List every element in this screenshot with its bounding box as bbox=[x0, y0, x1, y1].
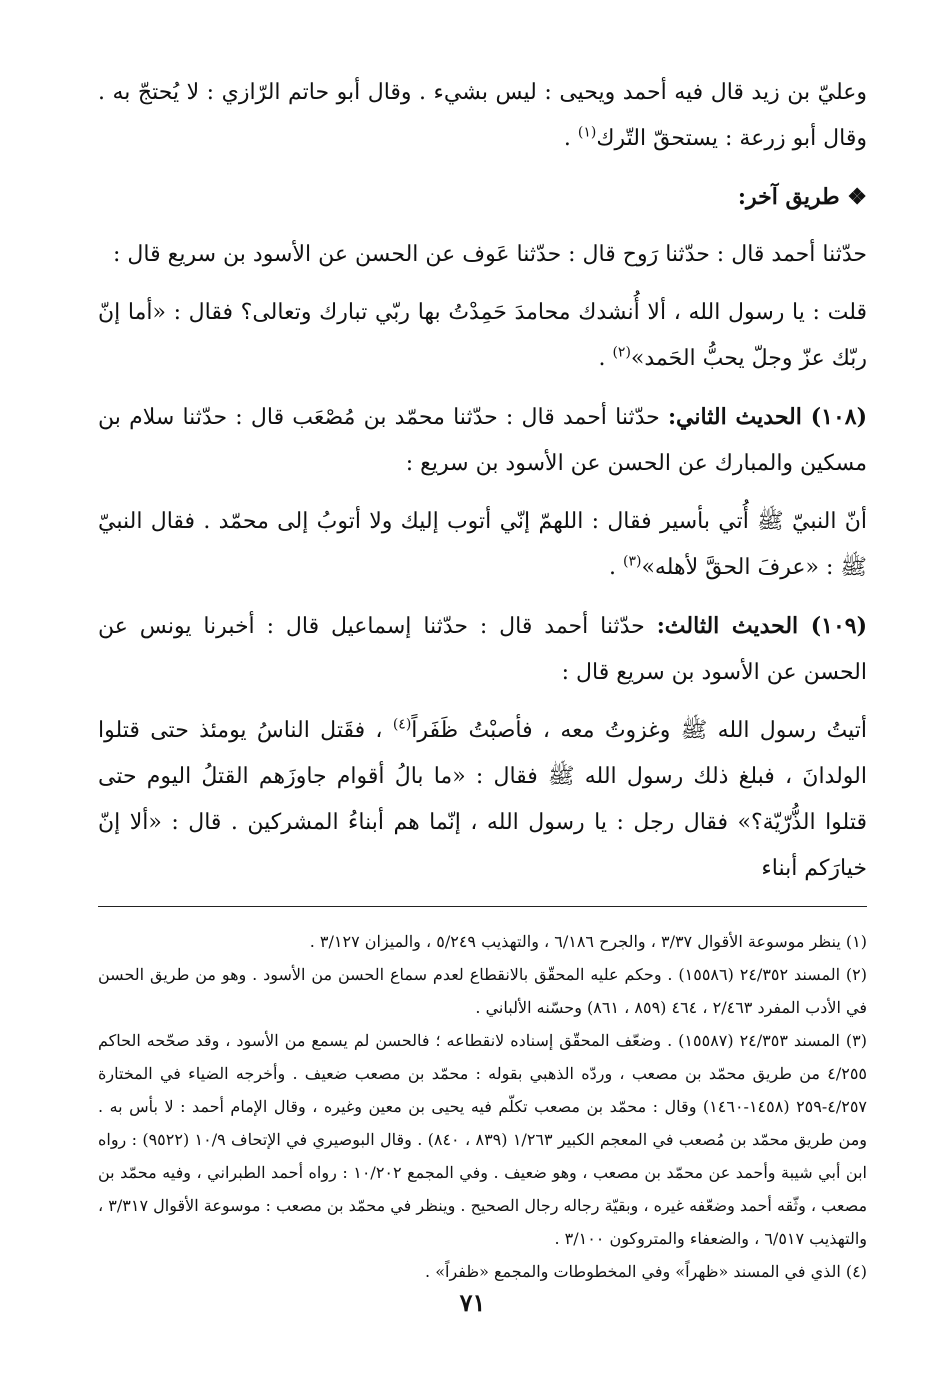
footnote-ref-2: (٢) bbox=[612, 344, 631, 361]
paragraph-5-text: أنّ النبيّ ﷺ أُتي بأسير فقال : اللهمّ إنّي أتوب إليك ولا أتوبُ إلى محمّد . فقال النبيّ ﷺ : «عرفَ الحقَّ لأهله» bbox=[98, 509, 867, 580]
paragraph-3-text: قلت : يا رسول الله ، ألا أُنشدك محامدَ حَمِدْتُ بها ربّي تبارك وتعالى؟ فقال : «أما إنّ ربّك عزّ وجلّ يحبُّ الحَمد» bbox=[98, 300, 867, 371]
footnotes bbox=[98, 925, 867, 1288]
paragraph-1-end: . bbox=[563, 126, 578, 151]
paragraph-2: حدّثنا أحمد قال : حدّثنا رَوح قال : حدّثنا عَوف عن الحسن عن الأسود بن سريع قال : bbox=[113, 242, 867, 267]
paragraph-1-text: وعليّ بن زيد قال فيه أحمد ويحيى : ليس بشيء . وقال أبو حاتم الرّازي : لا يُحتجّ به . وقال أبو زرعة : يستحقّ التّرك bbox=[98, 80, 867, 151]
footnote-3: (٣) المسند ٢٤/٣٥٣ (١٥٥٨٧) . وضعّف المحقّق إسناده لانقطاعه ؛ فالحسن لم يسمع من الأسود ، وقد صحّحه الحاكم ٤/٢٥٥ من طريق محمّد بن مصعب ، وردّه الذهبي بقوله : محمّد بن مصعب ضعيف . وأخرجه الضياء في المختارة ٤/٢٥٧-٢٥٩ (١٤٥٨-١٤٦٠) وقال : محمّد بن مصعب تكلّم فيه يحيى بن معين وغيره ، وقال الإمام أحمد : لا بأس به . ومن طريق محمّد بن مُصعب في المعجم الكبير ١/٢٦٣ (٨٣٩ ، ٨٤٠) . وقال البوصيري في الإتحاف ١٠/٩ (٩٥٢٢) : رواه ابن أبي شيبة وأحمد عن محمّد بن مصعب ، وهو ضعيف . وفي المجمع ١٠/٢٠٢ : رواه أحمد الطبراني ، وفيه محمّد بن مصعب ، وثّقه أحمد وضعّفه غيره ، وبقيّة رجاله رجال الصحيح . وينظر في محمّد بن مصعب : موسوعة الأقوال ٣/٣١٧ ، والتهذيب ٦/٥١٧ ، والضعفاء والمتروكون ٣/١٠٠ . bbox=[98, 1031, 868, 1248]
paragraph-3 bbox=[98, 290, 867, 382]
paragraph-7-text-a: أتيتُ رسول الله ﷺ وغزوتُ معه ، فأصبْتُ ظَفَراً bbox=[411, 718, 867, 743]
hadith-108 bbox=[98, 394, 867, 487]
footnote-ref-4: (٤) bbox=[392, 716, 412, 733]
hadith-108-label: (١٠٨) الحديث الثاني: bbox=[667, 404, 867, 430]
footnote-divider bbox=[98, 906, 867, 907]
footnote-2: (٢) المسند ٢٤/٣٥٢ (١٥٥٨٦) . وحكم عليه المحقّق بالانقطاع لعدم سماع الحسن من الأسود . وهو من طريق الحسن في الأدب المفرد ٢/٤٦٣ ، ٤٦٤ (٨٥٩ ، ٨٦١) وحسّنه الألباني . bbox=[98, 965, 868, 1017]
hadith-108-text: حدّثنا أحمد قال : حدّثنا محمّد بن مُصْعَب قال : حدّثنا سلام بن مسكين والمبارك عن الحسن عن الأسود بن سريع : bbox=[98, 405, 867, 476]
paragraph-5 bbox=[98, 499, 867, 591]
hadith-109 bbox=[98, 603, 867, 696]
paragraph-5-end: . bbox=[608, 555, 623, 580]
section-heading-other-route: ❖ طريق آخر: bbox=[737, 184, 867, 210]
footnote-1: (١) ينظر موسوعة الأقوال ٣/٣٧ ، والجرح ٦/١٨٦ ، والتهذيب ٥/٢٤٩ ، والميزان ٣/١٢٧ . bbox=[309, 932, 867, 951]
footnote-4: (٤) الذي في المسند «ظهراً» وفي المخطوطات والمجمع «ظفراً» . bbox=[425, 1262, 867, 1281]
main-text bbox=[98, 70, 867, 892]
hadith-109-text: حدّثنا أحمد قال : حدّثنا إسماعيل قال : أخبرنا يونس عن الحسن عن الأسود بن سريع قال : bbox=[98, 614, 867, 685]
footnote-ref-3: (٣) bbox=[622, 553, 642, 570]
hadith-109-label: (١٠٩) الحديث الثالث: bbox=[656, 613, 867, 639]
paragraph-7 bbox=[98, 708, 867, 892]
page-number: ٧١ bbox=[459, 1288, 486, 1317]
paragraph-1 bbox=[98, 70, 867, 162]
footnote-ref-1: (١) bbox=[577, 124, 597, 141]
paragraph-3-end: . bbox=[598, 346, 613, 371]
paragraph-7-text-b: ، فقَتل الناسُ يومئذ حتى قتلوا الولدانَ ، فبلغ ذلك رسول الله ﷺ فقال : «ما بالُ أقوام جاوزَهم القتلُ اليوم حتى قتلوا الذُّرّيّة؟» فقال رجل : يا رسول الله ، إنّما هم أبناءُ المشركين . قال : «ألا إنّ خيارَكم أبناء bbox=[98, 718, 867, 881]
